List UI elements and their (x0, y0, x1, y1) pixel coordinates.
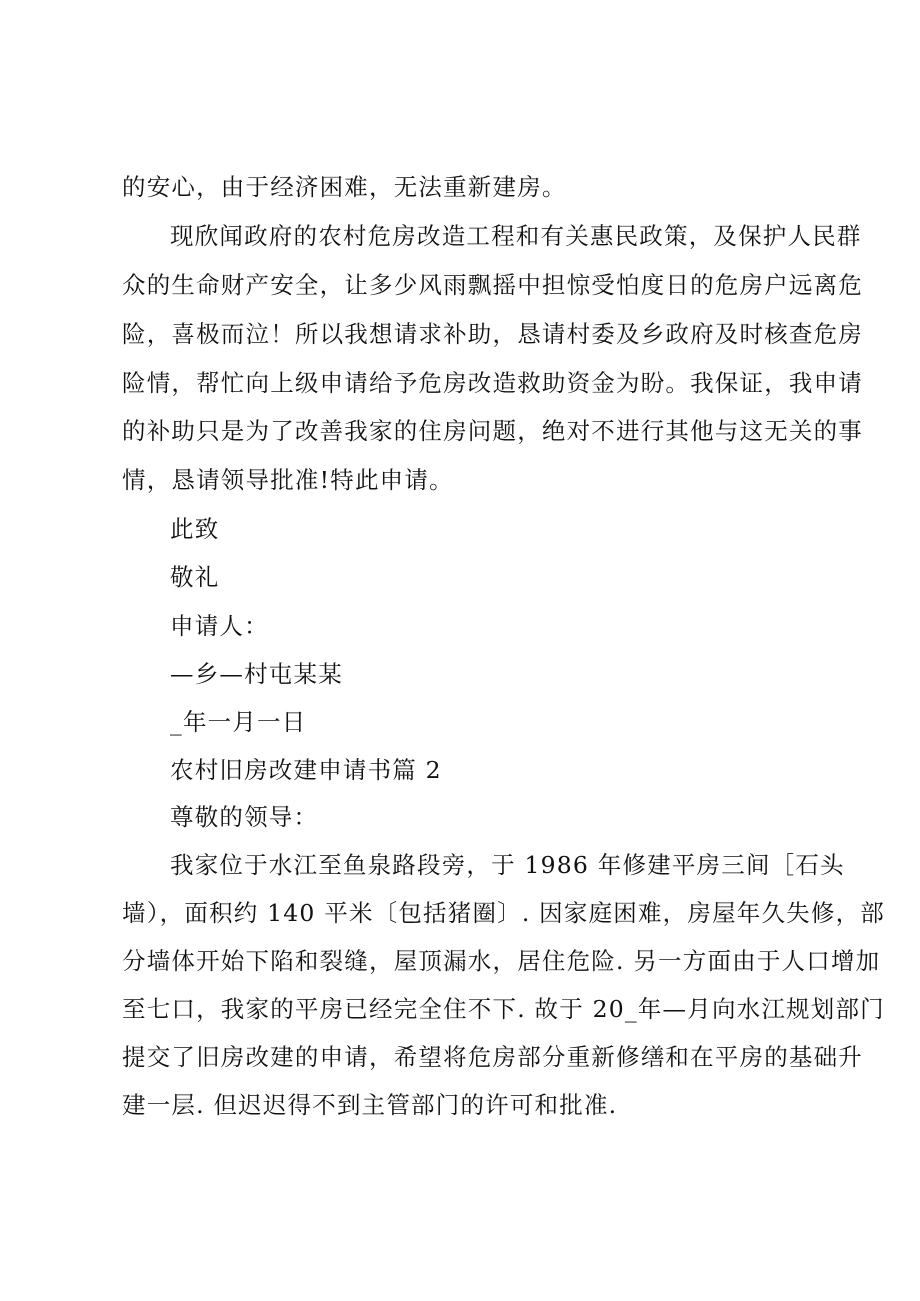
paragraph-line: 我家位于水江至鱼泉路段旁，于 1986 年修建平房三间［石头 (170, 851, 845, 879)
paragraph-line: 至七口，我家的平房已经完全住不下. 故于 20_年—月向水江规划部门 (122, 995, 885, 1023)
date-line: _年一月一日 (170, 708, 307, 736)
paragraph-line: 建一层. 但迟迟得不到主管部门的许可和批准. (122, 1091, 618, 1119)
section-title: 农村旧房改建申请书篇 2 (170, 756, 442, 784)
salutation-line: 敬礼 (170, 563, 220, 591)
paragraph-line: 情，恳请领导批准!特此申请。 (122, 466, 454, 494)
paragraph-line: 提交了旧房改建的申请，希望将危房部分重新修缮和在平房的基础升 (122, 1043, 863, 1071)
paragraph-line: 险，喜极而泣！所以我想请求补助，恳请村委及乡政府及时核查危房 (122, 320, 863, 348)
text-line: 的安心，由于经济困难，无法重新建房。 (122, 173, 567, 201)
greeting-line: 尊敬的领导： (170, 803, 319, 831)
applicant-label: 申请人： (170, 612, 269, 640)
paragraph-line: 墙），面积约 140 平米〔包括猪圈〕. 因家庭困难，房屋年久失修，部 (122, 899, 885, 927)
applicant-name: —乡—村屯某某 (170, 660, 343, 688)
paragraph-line: 分墙体开始下陷和裂缝，屋顶漏水，居住危险. 另一方面由于人口增加 (122, 947, 881, 975)
paragraph-line: 的补助只是为了改善我家的住房问题，绝对不进行其他与这无关的事 (122, 417, 863, 445)
paragraph-line: 险情，帮忙向上级申请给予危房改造救助资金为盼。我保证，我申请 (122, 369, 863, 397)
paragraph-line: 现欣闻政府的农村危房改造工程和有关惠民政策，及保护人民群 (170, 222, 862, 250)
salutation-line: 此致 (170, 515, 220, 543)
paragraph-line: 众的生命财产安全，让多少风雨飘摇中担惊受怕度日的危房户远离危 (122, 271, 863, 299)
